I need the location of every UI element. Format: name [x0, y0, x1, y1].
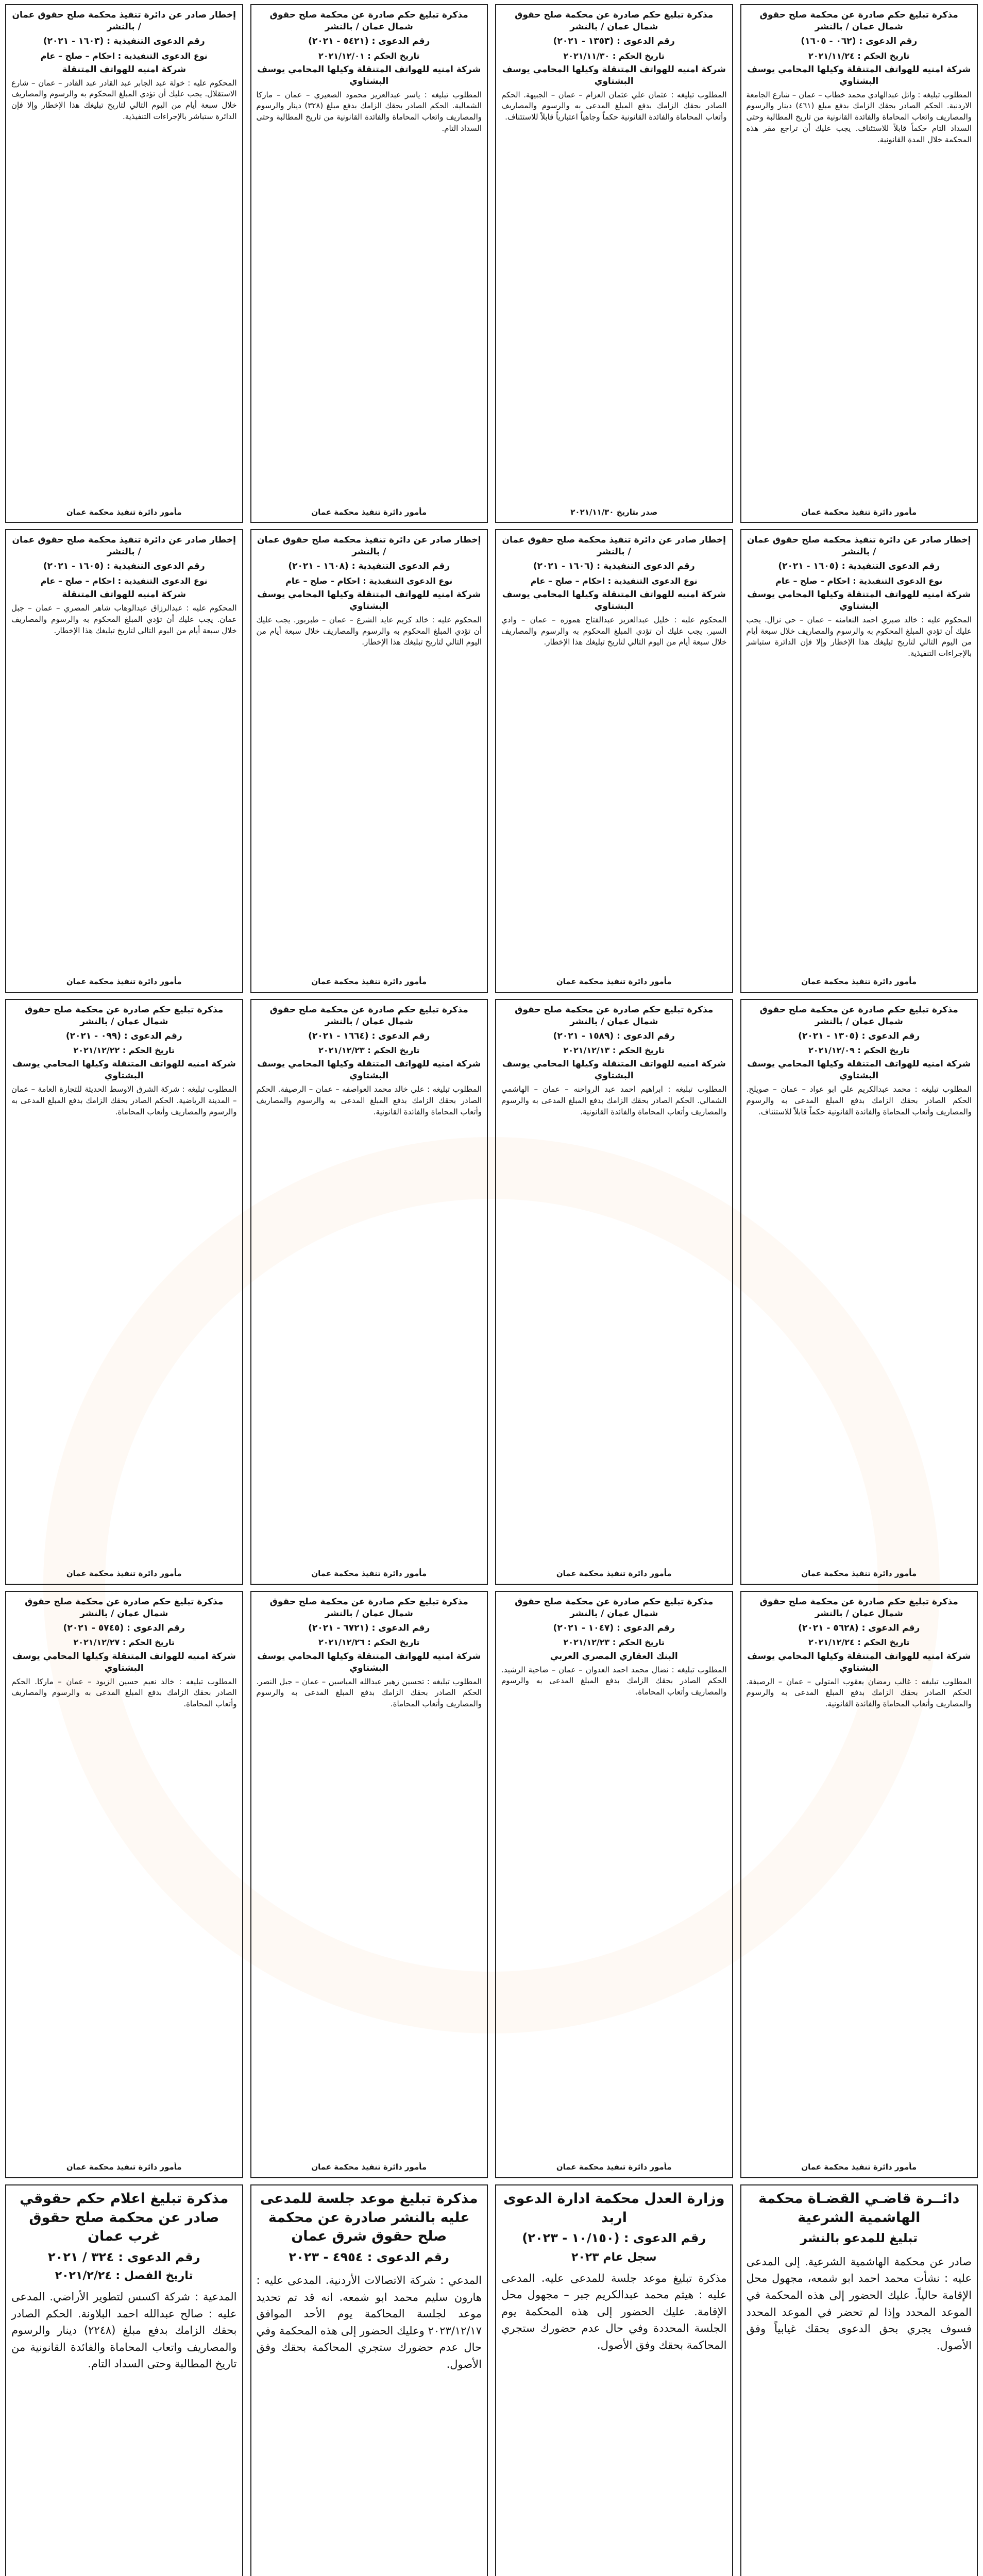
notice-body: المطلوب تبليغه : ابراهيم احمد عبد الرواحنه – عمان – الهاشمي الشمالي. الحكم الصادر بحقك الزامك بدفع المبلغ المدعى به والرسوم والمصاريف وأتعاب المحاماة والفائدة القانونية.: [501, 1084, 727, 1116]
notice-body: المطلوب تبليغه : محمد عبدالكريم علي ابو عواد – عمان – صويلح. الحكم الصادر بحقك الزامك بدفع المبلغ المدعى به والرسوم والمصاريف وأتعاب المحاماة والفائدة القانونية حكماً قابلاً للاستئناف.: [746, 1084, 972, 1116]
notice-body: المطلوب تبليغه : شركة الشرق الاوسط الحديثة للتجارة العامة – عمان – المدينة الرياضية. الحكم الصادر بحقك الزامك بدفع المبلغ المدعى به والرسوم والمصاريف وأتعاب المحاماة.: [11, 1084, 237, 1116]
notice-date: نوع الدعوى التنفيذية : احكام – صلح – عام: [40, 50, 208, 61]
notice-card: [740, 529, 978, 992]
case-number: رقم الدعوى التنفيذية : (١٦٠٦ - ٢٠٢١): [533, 561, 695, 572]
notice-card: [495, 2184, 733, 2576]
notice-signature: مأمور دائرة تنفيذ محكمة عمان: [311, 2162, 427, 2172]
notice-date: تاريخ الفصل : ٢٠٢١/٢/٢٤: [55, 2269, 193, 2283]
case-number: رقم الدعوى : (٠٩٩ - ٢٠٢١): [65, 1030, 182, 1041]
notice-card: [740, 2184, 978, 2576]
case-number: رقم الدعوى : (١٥٨٩ - ٢٠٢١): [553, 1030, 675, 1041]
notice-date: تاريخ الحكم : ٢٠٢١/١١/٣٠: [563, 50, 665, 61]
plaintiff-name: شركة امنيه للهواتف المتنقلة: [62, 589, 186, 600]
notice-title: إخطار صادر عن دائرة تنفيذ محكمة صلح حقوق عمان / بالنشر: [257, 535, 481, 557]
notice-title: مذكرة تبليغ حكم صادرة عن محكمة صلح حقوق شمال عمان / بالنشر: [759, 10, 958, 32]
notice-date: نوع الدعوى التنفيذية : احكام – صلح – عام: [40, 575, 208, 586]
case-number: رقم الدعوى : ٤٩٥٤ - ٢٠٢٣: [289, 2249, 449, 2264]
notice-body: المطلوب تبليغه : نضال محمد احمد العدوان – عمان – ضاحية الرشيد. الحكم الصادر بحقك الزامك بدفع المبلغ المدعى به والرسوم والمصاريف وأتعاب المحاماة.: [501, 1665, 727, 1697]
notice-body: المطلوب تبليغه : ياسر عبدالعزيز محمود الصعيري – عمان – ماركا الشمالية. الحكم الصادر بحقك الزامك بدفع مبلغ (٣٢٨) دينار والرسوم والمصاريف واتعاب المحاماة والفائدة القانونية من تاريخ المطالبة وحتى السداد التام.: [256, 90, 482, 133]
notice-card: [495, 529, 733, 992]
notice-title: مذكرة تبليغ حكم صادرة عن محكمة صلح حقوق شمال عمان / بالنشر: [759, 1004, 958, 1027]
notice-card: [250, 1591, 488, 2178]
plaintiff-name: البنك العقاري المصري العربي: [550, 1651, 678, 1662]
notice-card: [5, 1591, 243, 2178]
notice-card: [250, 2184, 488, 2576]
notice-card: [495, 4, 733, 523]
notice-body: المحكوم عليه : خالد صبري احمد النعامنه – عمان – حي نزال. يجب عليك أن تؤدي المبلغ المحكوم به والرسوم والمصاريف خلال سبعة أيام من اليوم التالي لتاريخ تبليغك هذا الإخطار وإلا فإن الدائرة ستباشر بالإجراءات التنفيذية.: [746, 615, 972, 658]
case-number: رقم الدعوى : (١٣٥٣ - ٢٠٢١): [553, 36, 675, 46]
notices-grid: [5, 4, 978, 2576]
notice-body: المحكوم عليه : خالد كريم عايد الشرع – عمان – طبربور. يجب عليك أن تؤدي المبلغ المحكوم به والرسوم والمصاريف خلال سبعة أيام من اليوم التالي لتاريخ تبليغك هذا الإخطار.: [256, 615, 482, 647]
notice-signature: صدر بتاريخ ٢٠٢١/١١/٣٠: [570, 507, 658, 517]
case-number: رقم الدعوى : (١٠٤٧ - ٢٠٢١): [553, 1622, 675, 1633]
notice-date: تاريخ الحكم : ٢٠٢١/١٢/٢٤: [808, 1637, 910, 1648]
case-number: رقم الدعوى التنفيذية : (١٦٠٨ - ٢٠٢١): [288, 561, 450, 572]
case-number: رقم الدعوى : (٥٦٢٨ - ٢٠٢١): [798, 1622, 920, 1633]
notice-title: إخطار صادر عن دائرة تنفيذ محكمة صلح حقوق عمان / بالنشر: [12, 535, 236, 557]
notice-body: صادر عن محكمة الهاشمية الشرعية. إلى المدعى عليه : نشأت محمد احمد ابو شمعه، مجهول محل الإقامة حالياً. عليك الحضور إلى هذه المحكمة في الموعد المحدد وإذا لم تحضر في الموعد المحدد فسوف يجري بحق الدعوى بحقك غيابياً وفق الأصول.: [746, 2255, 972, 2352]
notice-title: مذكرة تبليغ حكم صادرة عن محكمة صلح حقوق شمال عمان / بالنشر: [269, 1004, 468, 1027]
notice-date: تاريخ الحكم : ٢٠٢١/١٢/٢٣: [563, 1637, 665, 1648]
notice-date: تاريخ الحكم : ٢٠٢١/١٢/٢٢: [73, 1045, 175, 1056]
notice-date: تاريخ الحكم : ٢٠٢١/١٢/٠١: [318, 50, 420, 61]
plaintiff-name: شركة امنيه للهواتف المتنقلة وكيلها المحامي يوسف البشتاوي: [502, 1059, 726, 1081]
notice-title: وزارة العدل محكمة ادارة الدعوى اربد: [503, 2191, 725, 2226]
notice-signature: مأمور دائرة تنفيذ محكمة عمان: [556, 1569, 672, 1579]
notice-date: تاريخ الحكم : ٢٠٢١/١١/٢٤: [808, 50, 910, 61]
notice-date: نوع الدعوى التنفيذية : احكام – صلح – عام: [775, 575, 943, 586]
notice-title: مذكرة تبليغ حكم صادرة عن محكمة صلح حقوق شمال عمان / بالنشر: [269, 10, 468, 32]
notice-signature: مأمور دائرة تنفيذ محكمة عمان: [66, 507, 182, 517]
plaintiff-name: شركة امنيه للهواتف المتنقلة: [62, 64, 186, 75]
notice-date: نوع الدعوى التنفيذية : احكام – صلح – عام: [530, 575, 698, 586]
plaintiff-name: شركة امنيه للهواتف المتنقلة وكيلها المحامي يوسف البشتاوي: [257, 1059, 481, 1081]
notice-date: تاريخ الحكم : ٢٠٢١/١٢/١٣: [563, 1045, 665, 1056]
notice-title: إخطار صادر عن دائرة تنفيذ محكمة صلح حقوق عمان / بالنشر: [12, 10, 236, 32]
notice-title: إخطار صادر عن دائرة تنفيذ محكمة صلح حقوق عمان / بالنشر: [747, 535, 971, 557]
notice-body: المطلوب تبليغه : عثمان علي عثمان العزام – عمان – الجبيهة. الحكم الصادر بحقك الزامك بدفع المبلغ المدعى به والرسوم والمصاريف وأتعاب المحاماة والفائدة القانونية حكماً وجاهياً اعتبارياً قابلاً للاستئناف.: [501, 90, 727, 122]
case-number: رقم الدعوى : (١٣٠٥ - ٢٠٢١): [798, 1030, 920, 1041]
notice-card: [250, 999, 488, 1585]
notice-title: مذكرة تبليغ اعلام حكم حقوقي صادر عن محكمة صلح حقوق غرب عمان: [20, 2191, 229, 2245]
notice-title: إخطار صادر عن دائرة تنفيذ محكمة صلح حقوق عمان / بالنشر: [502, 535, 726, 557]
plaintiff-name: شركة امنيه للهواتف المتنقلة وكيلها المحامي يوسف البشتاوي: [12, 1651, 236, 1673]
case-number: تبليغ للمدعو بالنشر: [800, 2231, 918, 2246]
notice-signature: مأمور دائرة تنفيذ محكمة عمان: [801, 976, 917, 986]
case-number: رقم الدعوى التنفيذية : (١٦٠٥ - ٢٠٢١): [778, 561, 940, 572]
notice-card: [5, 2184, 243, 2576]
notice-signature: مأمور دائرة تنفيذ محكمة عمان: [801, 1569, 917, 1579]
notice-title: مذكرة تبليغ حكم صادرة عن محكمة صلح حقوق شمال عمان / بالنشر: [25, 1004, 224, 1027]
plaintiff-name: شركة امنيه للهواتف المتنقلة وكيلها المحامي يوسف البشتاوي: [502, 589, 726, 612]
notice-body: المحكوم عليه : عبدالرزاق عبدالوهاب شاهر المصري – عمان – جبل عمان. يجب عليك أن تؤدي المبلغ المحكوم به والرسوم والمصاريف خلال سبعة أيام من اليوم التالي لتاريخ تبليغك هذا الإخطار.: [11, 603, 237, 635]
notice-card: [740, 1591, 978, 2178]
notice-signature: مأمور دائرة تنفيذ محكمة عمان: [66, 976, 182, 986]
notice-card: [495, 1591, 733, 2178]
notice-card: [5, 999, 243, 1585]
plaintiff-name: شركة امنيه للهواتف المتنقلة وكيلها المحامي يوسف البشتاوي: [257, 1651, 481, 1673]
notice-signature: مأمور دائرة تنفيذ محكمة عمان: [66, 2162, 182, 2172]
notice-date: سجل عام ٢٠٢٣: [571, 2250, 657, 2264]
notice-date: تاريخ الحكم : ٢٠٢١/١٢/٢٧: [73, 1637, 175, 1648]
notice-date: تاريخ الحكم : ٢٠٢١/١٢/٠٩: [808, 1045, 910, 1056]
notice-signature: مأمور دائرة تنفيذ محكمة عمان: [66, 1569, 182, 1579]
plaintiff-name: شركة امنيه للهواتف المتنقلة وكيلها المحامي يوسف البشتاوي: [747, 1059, 971, 1081]
notice-card: [740, 4, 978, 523]
notice-body: المدعي : شركة الاتصالات الأردنية. المدعى عليه : هارون سليم محمد ابو شمعه. انه قد تم تحديد موعد لجلسة المحاكمة يوم الأحد الموافق ٢٠٢٣/١٢/١٧ وعليك الحضور إلى هذه المحكمة وفي حال عدم حضورك ستجري المحاكمة بحقك وفق الأصول.: [256, 2274, 482, 2371]
notice-signature: مأمور دائرة تنفيذ محكمة عمان: [311, 507, 427, 517]
plaintiff-name: شركة امنيه للهواتف المتنقلة وكيلها المحامي يوسف البشتاوي: [502, 64, 726, 87]
notice-date: نوع الدعوى التنفيذية : احكام – صلح – عام: [285, 575, 453, 586]
plaintiff-name: شركة امنيه للهواتف المتنقلة وكيلها المحامي يوسف البشتاوي: [257, 589, 481, 612]
notice-body: مذكرة تبليغ موعد جلسة للمدعى عليه. المدعى عليه : هيثم محمد عبدالكريم جبر – مجهول محل الإقامة. عليك الحضور إلى هذه المحكمة يوم الجلسة المحددة وفي حال عدم حضورك ستجري المحاكمة بحقك وفق الأصول.: [501, 2272, 727, 2351]
notice-body: المطلوب تبليغه : وائل عبدالهادي محمد خطاب – عمان – شارع الجامعة الاردنية. الحكم الصادر بحقك الزامك بدفع مبلغ (٤٦١) دينار والرسوم والمصاريف واتعاب المحاماة والفائدة القانونية من تاريخ المطالبة وحتى السداد التام حكماً قابلاً للاستئناف. يجب عليك أن تراجع مقر هذه المحكمة خلال المدة القانونية.: [746, 90, 972, 144]
notice-body: المحكوم عليه : خولة عبد الجابر عبد القادر عبد القادر – عمان – شارع الاستقلال. يجب عليك أن تؤدي المبلغ المحكوم به والرسوم والمصاريف خلال سبعة أيام من اليوم التالي لتاريخ تبليغك هذا الإخطار وإلا فإن الدائرة ستباشر بالإجراءات التنفيذية.: [11, 78, 237, 121]
notice-card: [495, 999, 733, 1585]
notice-signature: مأمور دائرة تنفيذ محكمة عمان: [801, 2162, 917, 2172]
notice-title: مذكرة تبليغ حكم صادرة عن محكمة صلح حقوق شمال عمان / بالنشر: [515, 10, 714, 32]
notice-title: مذكرة تبليغ حكم صادرة عن محكمة صلح حقوق شمال عمان / بالنشر: [515, 1596, 714, 1619]
notice-body: المطلوب تبليغه : خالد نعيم حسين الزيود – عمان – ماركا. الحكم الصادر بحقك الزامك بدفع المبلغ المدعى به والرسوم والمصاريف وأتعاب المحاماة.: [11, 1676, 237, 1709]
notice-title: مذكرة تبليغ حكم صادرة عن محكمة صلح حقوق شمال عمان / بالنشر: [515, 1004, 714, 1027]
notice-title: مذكرة تبليغ حكم صادرة عن محكمة صلح حقوق شمال عمان / بالنشر: [25, 1596, 224, 1619]
notice-card: [740, 999, 978, 1585]
notice-signature: مأمور دائرة تنفيذ محكمة عمان: [556, 2162, 672, 2172]
notice-body: المدعية : شركة اكسس لتطوير الأراضي. المدعى عليه : صالح عبدالله احمد البلاونة. الحكم الصادر بحقك الزامك بدفع مبلغ (٢٢٤٨) دينار والرسوم والمصاريف واتعاب المحاماة والفائدة القانونية من تاريخ المطالبة وحتى السداد التام.: [11, 2291, 237, 2370]
plaintiff-name: شركة امنيه للهواتف المتنقلة وكيلها المحامي يوسف البشتاوي: [747, 1651, 971, 1673]
notice-card: [5, 529, 243, 992]
case-number: رقم الدعوى : (٠٦٢ - ١٦٠٥): [801, 36, 918, 46]
notice-signature: مأمور دائرة تنفيذ محكمة عمان: [311, 976, 427, 986]
case-number: رقم الدعوى : ٣٢٤ / ٢٠٢١: [47, 2249, 200, 2264]
plaintiff-name: شركة امنيه للهواتف المتنقلة وكيلها المحامي يوسف البشتاوي: [747, 64, 971, 87]
case-number: رقم الدعوى : (٥٤٢١ - ٢٠٢١): [308, 36, 430, 46]
case-number: رقم الدعوى : (١٦٦٤ - ٢٠٢١): [308, 1030, 430, 1041]
case-number: رقم الدعوى التنفيذية : (١٦٠٣ - ٢٠٢١): [43, 36, 205, 46]
notice-body: المطلوب تبليغه : غالب رمضان يعقوب المتولي – عمان – الرصيفة. الحكم الصادر بحقك الزامك بدفع المبلغ المدعى به والرسوم والمصاريف وأتعاب المحاماة والفائدة القانونية.: [746, 1676, 972, 1709]
notice-signature: مأمور دائرة تنفيذ محكمة عمان: [801, 507, 917, 517]
plaintiff-name: شركة امنيه للهواتف المتنقلة وكيلها المحامي يوسف البشتاوي: [257, 64, 481, 87]
notice-date: تاريخ الحكم : ٢٠٢١/١٢/٢٣: [318, 1045, 420, 1056]
notice-card: [250, 529, 488, 992]
case-number: رقم الدعوى : (٦٧٢١ - ٢٠٢١): [308, 1622, 430, 1633]
plaintiff-name: شركة امنيه للهواتف المتنقلة وكيلها المحامي يوسف البشتاوي: [12, 1059, 236, 1081]
notice-body: المطلوب تبليغه : علي خالد محمد العواصفه – عمان – الرصيفة. الحكم الصادر بحقك الزامك بدفع المبلغ المدعى به والرسوم والمصاريف وأتعاب المحاماة والفائدة القانونية.: [256, 1084, 482, 1116]
notice-title: مذكرة تبليغ موعد جلسة للمدعى عليه بالنشر صادرة عن محكمة صلح حقوق شرق عمان: [260, 2191, 478, 2245]
notice-date: تاريخ الحكم : ٢٠٢١/١٢/٢٦: [318, 1637, 420, 1648]
notice-signature: مأمور دائرة تنفيذ محكمة عمان: [311, 1569, 427, 1579]
notice-title: مذكرة تبليغ حكم صادرة عن محكمة صلح حقوق شمال عمان / بالنشر: [269, 1596, 468, 1619]
notice-signature: مأمور دائرة تنفيذ محكمة عمان: [556, 976, 672, 986]
notice-body: المحكوم عليه : خليل عبدالعزيز عبدالفتاح هموزه – عمان – وادي السير. يجب عليك أن تؤدي المبلغ المحكوم به والرسوم والمصاريف خلال سبعة أيام من اليوم التالي لتاريخ تبليغك هذا الإخطار.: [501, 615, 727, 647]
notice-card: [5, 4, 243, 523]
notice-card: [250, 4, 488, 523]
notice-title: دائــرة قاضـي القضـاة محكمة الهاشمية الشرعية: [758, 2191, 960, 2226]
plaintiff-name: شركة امنيه للهواتف المتنقلة وكيلها المحامي يوسف البشتاوي: [747, 589, 971, 612]
case-number: رقم الدعوى : (١٠/١٥٠ - ٢٠٢٣): [522, 2231, 706, 2246]
case-number: رقم الدعوى التنفيذية : (١٦٠٥ - ٢٠٢١): [43, 561, 205, 572]
notice-body: المطلوب تبليغه : تحسين زهير عبدالله المياسين – عمان – جبل النصر. الحكم الصادر بحقك الزامك بدفع المبلغ المدعى به والرسوم والمصاريف وأتعاب المحاماة.: [256, 1676, 482, 1709]
case-number: رقم الدعوى : (٥٧٤٥ - ٢٠٢١): [63, 1622, 185, 1633]
notice-title: مذكرة تبليغ حكم صادرة عن محكمة صلح حقوق شمال عمان / بالنشر: [759, 1596, 958, 1619]
